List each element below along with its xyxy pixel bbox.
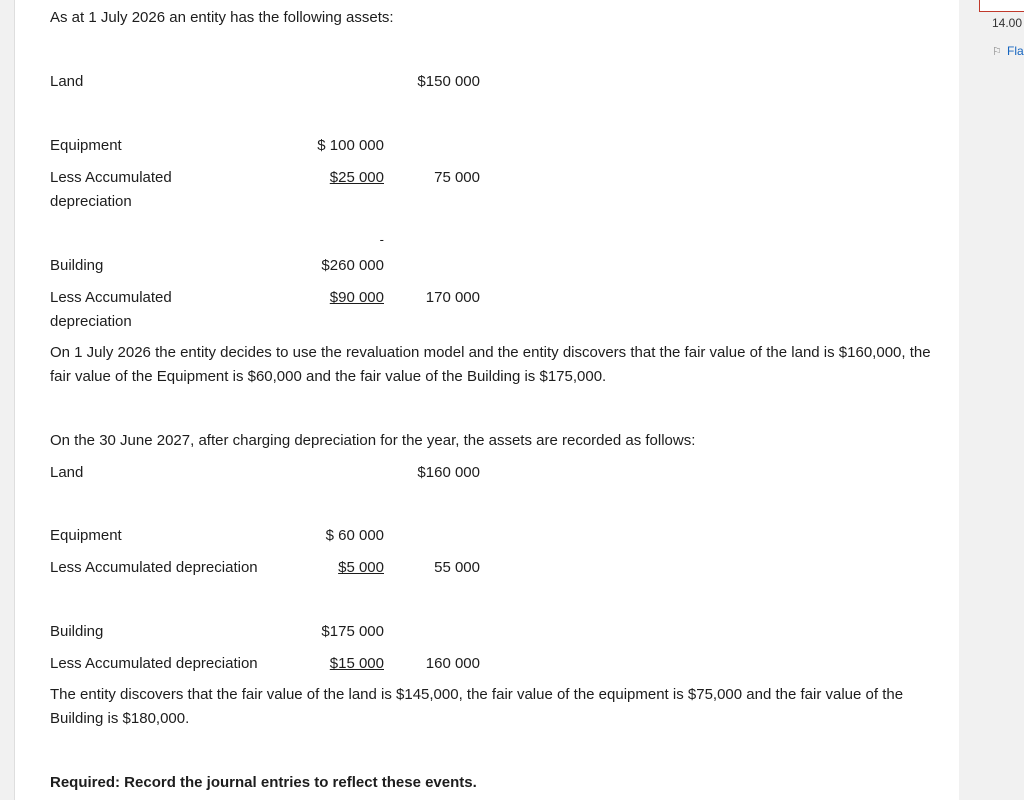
- t2-building-cost: $175 000: [321, 623, 384, 640]
- question-score: 14.00: [992, 16, 1023, 30]
- flag-icon: ⚐: [992, 46, 1002, 58]
- t1-land-label: Land: [50, 73, 84, 90]
- t1-building-accdep: $90 000: [329, 289, 384, 306]
- t2-building-accdep: $15 000: [329, 655, 384, 672]
- t1-equipment-accdep-label-2: depreciation: [50, 193, 132, 210]
- t2-equipment-accdep: $5 000: [338, 559, 384, 576]
- t1-building-cost: $260 000: [321, 257, 384, 274]
- flag-question-label: Fla: [1007, 44, 1024, 58]
- t2-land-value: $160 000: [417, 464, 480, 481]
- t1-equipment-accdep: $25 000: [329, 169, 384, 186]
- t2-building-net: 160 000: [425, 655, 480, 672]
- t1-equipment-label: Equipment: [50, 137, 122, 154]
- t1-equipment-accdep-label-1: Less Accumulated: [50, 169, 172, 186]
- t2-equipment-net: 55 000: [434, 559, 480, 576]
- t1-land-value: $150 000: [417, 73, 480, 90]
- paragraph-fair-value: The entity discovers that the fair value of the land is $145,000, the fair value of the equipment is $75,000 and the fair value of the Building is $180,000.: [50, 686, 904, 727]
- t2-building-accdep-label: Less Accumulated depreciation: [50, 655, 258, 672]
- paragraph-year-end: On the 30 June 2027, after charging depreciation for the year, the assets are recorded as follows:: [50, 432, 696, 449]
- t2-equipment-cost: $ 60 000: [325, 527, 384, 544]
- t1-equipment-cost: $ 100 000: [317, 137, 384, 154]
- t2-land-label: Land: [50, 464, 84, 481]
- intro-text: As at 1 July 2026 an entity has the following assets:: [50, 9, 394, 26]
- t1-equipment-net: 75 000: [434, 169, 480, 186]
- t2-building-label: Building: [50, 623, 104, 640]
- question-panel: [14, 0, 960, 800]
- question-info-sidebar: [959, 0, 1024, 800]
- t1-building-label: Building: [50, 257, 104, 274]
- required-text: Required: Record the journal entries to reflect these events.: [50, 774, 477, 791]
- paragraph-revaluation: On 1 July 2026 the entity decides to use the revaluation model and the entity discovers that the fair value of the land is $160,000, the fair value of the Equipment is $60,000 and the fair value of the Building is $175,000.: [50, 344, 931, 385]
- t1-building-accdep-label-2: depreciation: [50, 313, 132, 330]
- timer-box: [979, 0, 1024, 12]
- t2-equipment-accdep-label: Less Accumulated depreciation: [50, 559, 258, 576]
- t2-equipment-label: Equipment: [50, 527, 122, 544]
- t1-building-accdep-label-1: Less Accumulated: [50, 289, 172, 306]
- t1-dash: -: [379, 232, 384, 247]
- flag-question-link[interactable]: [992, 44, 1024, 58]
- t1-building-net: 170 000: [425, 289, 480, 306]
